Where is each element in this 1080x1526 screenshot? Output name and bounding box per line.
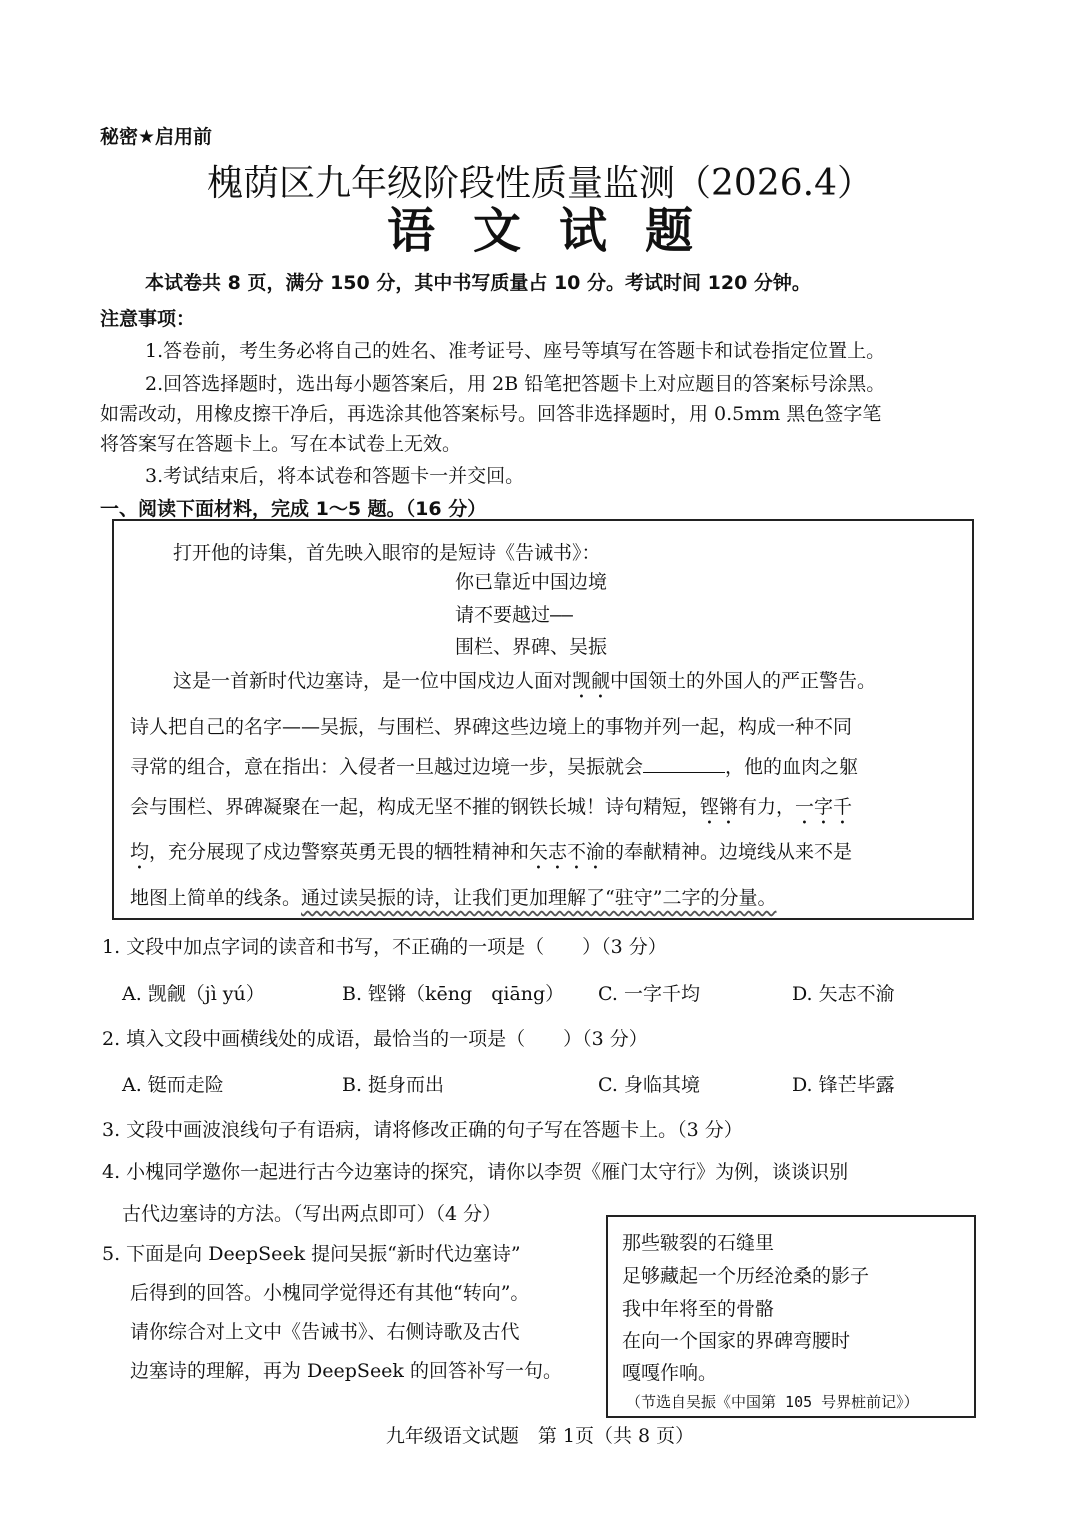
passage-text: 中国领土的外国人的严正警告。 <box>610 670 877 692</box>
secret-label: 秘密★启用前 <box>100 126 213 148</box>
dotted-word-yizi: 一字千 <box>795 796 853 818</box>
poem-line-1: 你已靠近中国边境 <box>455 571 608 593</box>
q1-option-d: D. 矢志不渝 <box>792 983 895 1005</box>
passage-text: 有力， <box>738 796 796 818</box>
page-footer: 九年级语文试题 第 1页（共 8 页） <box>385 1425 695 1447</box>
q1-option-a: A. 觊觎（jì yú） <box>122 983 265 1005</box>
side-poem-line-5: 嘎嘎作响。 <box>622 1362 718 1384</box>
q2-option-b: B. 挺身而出 <box>342 1074 445 1096</box>
question-5-line-2: 后得到的回答。小槐同学觉得还有其他“转向”。 <box>130 1282 530 1304</box>
question-3: 3. 文段中画波浪线句子有语病，请将修改正确的句子写在答题卡上。（3 分） <box>102 1119 743 1141</box>
passage-text: 寻常的组合，意在指出：入侵者一旦越过边境一步，吴振就会 <box>130 756 644 778</box>
note-2-line-1: 2.回答选择题时，选出每小题答案后，用 2B 铅笔把答题卡上对应题目的答案标号涂黑。 <box>145 373 886 395</box>
passage-line-5 <box>130 792 852 829</box>
passage-text: 会与围栏、界碑凝聚在一起，构成无坚不摧的钢铁长城！诗句精短， <box>130 796 701 818</box>
note-2-line-2: 如需改动，用橡皮擦干净后，再选涂其他答案标号。回答非选择题时，用 0.5mm 黑色签字笔 <box>100 403 882 425</box>
question-5-line-1: 5. 下面是向 DeepSeek 提问吴振“新时代边塞诗” <box>102 1243 521 1265</box>
dotted-word-jiyu: 觊觎 <box>572 670 611 692</box>
passage-line-2 <box>173 666 876 703</box>
wavy-underlined-sentence: 通过读吴振的诗，让我们更加理解了“驻守”二字的分量。 <box>301 887 777 909</box>
q1-option-b: B. 铿锵（kēng qiāng） <box>342 983 565 1005</box>
dotted-word-jun: 均 <box>130 841 150 863</box>
passage-text: 这是一首新时代边塞诗，是一位中国戍边人面对 <box>173 670 573 692</box>
question-1: 1. 文段中加点字词的读音和书写，不正确的一项是（ ）（3 分） <box>102 936 667 958</box>
dotted-word-kengqiang: 铿锵 <box>700 796 739 818</box>
side-poem-line-3: 我中年将至的骨骼 <box>622 1298 775 1320</box>
side-poem-source: （节选自吴振《中国第 105 号界桩前记》） <box>626 1393 919 1411</box>
note-1: 1.答卷前，考生务必将自己的姓名、准考证号、座号等填写在答题卡和试卷指定位置上。 <box>145 340 886 362</box>
q2-option-a: A. 铤而走险 <box>122 1074 224 1096</box>
poem-line-3: 围栏、界碑、吴振 <box>455 636 608 658</box>
q1-option-c: C. 一字千均 <box>598 983 700 1005</box>
q2-option-d: D. 锋芒毕露 <box>792 1074 895 1096</box>
passage-text: ，充分展现了戍边警察英勇无畏的牺牲精神和 <box>149 841 530 863</box>
question-4-line-1: 4. 小槐同学邀你一起进行古今边塞诗的探究，请你以李贺《雁门太守行》为例，谈谈识别 <box>102 1161 849 1183</box>
exam-summary: 本试卷共 8 页，满分 150 分，其中书写质量占 10 分。考试时间 120 分钟。 <box>145 272 811 294</box>
q2-option-c: C. 身临其境 <box>598 1074 700 1096</box>
fill-in-blank <box>643 754 725 773</box>
note-2-line-3: 将答案写在答题卡上。写在本试卷上无效。 <box>100 433 462 455</box>
dotted-word-shizhi: 矢志不渝 <box>529 841 606 863</box>
passage-line-3: 诗人把自己的名字——吴振，与围栏、界碑这些边境上的事物并列一起，构成一种不同 <box>130 716 853 738</box>
passage-line-4 <box>130 752 858 779</box>
question-2: 2. 填入文段中画横线处的成语，最恰当的一项是（ ）（3 分） <box>102 1028 648 1050</box>
passage-line-7 <box>130 883 776 910</box>
passage-text: ，他的血肉之躯 <box>725 756 859 778</box>
question-5-line-4: 边塞诗的理解，再为 DeepSeek 的回答补写一句。 <box>130 1360 562 1382</box>
section-1-heading: 一、阅读下面材料，完成 1～5 题。（16 分） <box>100 498 487 520</box>
note-3: 3.考试结束后，将本试卷和答题卡一并交回。 <box>145 465 525 487</box>
side-poem-line-4: 在向一个国家的界碑弯腰时 <box>622 1330 851 1352</box>
passage-line-1: 打开他的诗集，首先映入眼帘的是短诗《告诫书》： <box>173 542 601 564</box>
poem-line-2: 请不要越过—— <box>455 604 573 626</box>
notes-heading: 注意事项： <box>100 308 196 330</box>
question-4-line-2: 古代边塞诗的方法。（写出两点即可）（4 分） <box>122 1203 502 1225</box>
exam-title: 槐荫区九年级阶段性质量监测（2026.4） <box>207 163 873 204</box>
subject-title: 语文试题 <box>386 203 731 259</box>
question-5-line-3: 请你综合对上文中《告诫书》、右侧诗歌及古代 <box>130 1321 520 1343</box>
passage-line-6 <box>130 837 852 874</box>
side-poem-line-2: 足够藏起一个历经沧桑的影子 <box>622 1265 870 1287</box>
passage-text: 地图上简单的线条。 <box>130 887 302 909</box>
side-poem-line-1: 那些皲裂的石缝里 <box>622 1232 775 1254</box>
passage-text: 的奉献精神。边境线从来不是 <box>605 841 853 863</box>
